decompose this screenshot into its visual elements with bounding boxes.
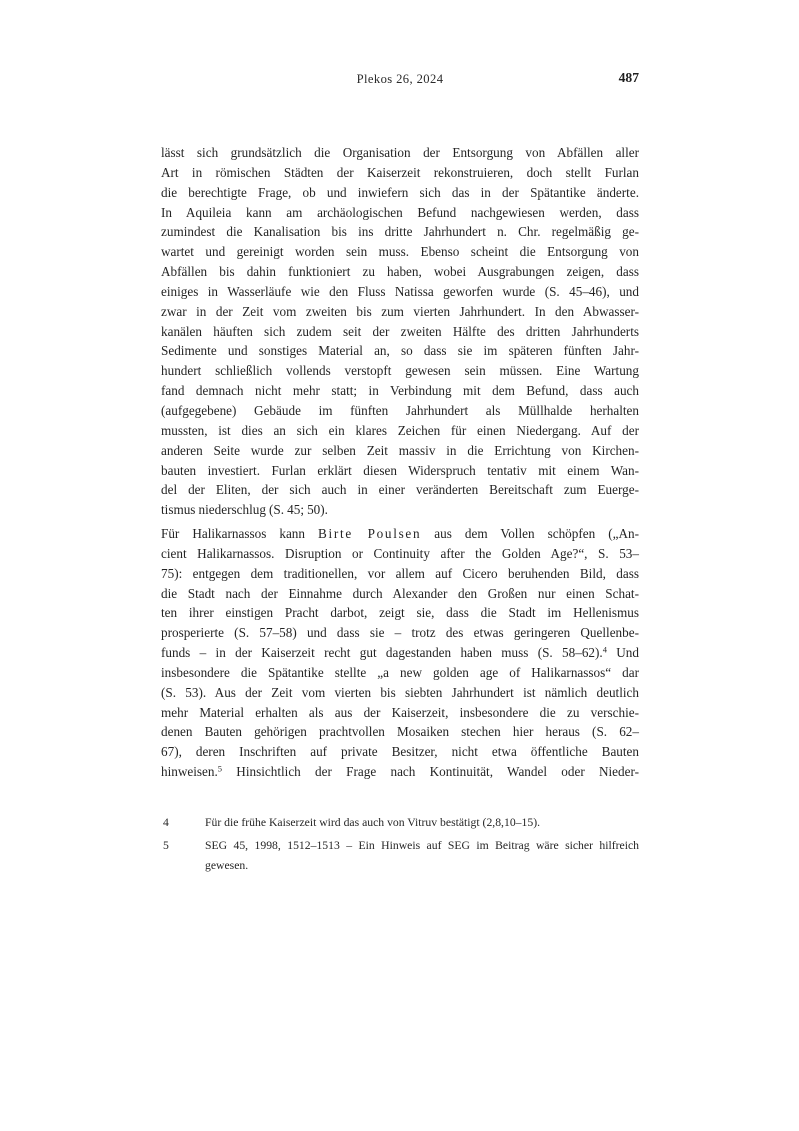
- text-line: denen Bauten gehörigen prachtvollen Mosaiken stechen hier heraus (S. 62–: [161, 724, 639, 740]
- text-line: fand demnach nicht mehr statt; in Verbindung mit dem Befund, dass auch: [161, 383, 639, 399]
- text-line: 67), deren Inschriften auf private Besitzer, nicht etwa öffentliche Bauten: [161, 744, 639, 760]
- footnote-number: 4: [163, 816, 169, 829]
- text-line: tismus niederschlug (S. 45; 50).: [161, 502, 328, 518]
- footnote-text: [205, 813, 639, 833]
- text-line: mussten, ist dies an sich ein klares Zeichen für einen Niedergang. Auf der: [161, 422, 639, 438]
- text-line: kanälen häuften sich zudem seit der zweiten Hälfte des dritten Jahrhunderts: [161, 323, 639, 339]
- footnote-number: 5: [163, 839, 169, 852]
- text-line: anderen Seite wurde zur selben Zeit massiv in die Errichtung von Kirchen-: [161, 442, 639, 458]
- text-line: prosperierte (S. 57–58) und dass sie – trotz des etwas geringeren Quellenbe-: [161, 625, 639, 641]
- text-line: die berechtigte Frage, ob und inwiefern sich das in der Spätantike änderte.: [161, 184, 639, 200]
- text-line: (aufgegebene) Gebäude im fünften Jahrhundert als Müllhalde herhalten: [161, 402, 639, 418]
- footnote-text: [205, 836, 639, 876]
- text-line: In Aquileia kann am archäologischen Befund nachgewiesen werden, dass: [161, 204, 639, 220]
- text-line: die Stadt nach der Einnahme durch Alexander den Großen nur einen Schat-: [161, 585, 639, 601]
- text-line: funds – in der Kaiserzeit recht gut dagestanden haben muss (S. 58–62).$^4$ Und: [161, 644, 639, 661]
- text-line: cient Halikarnassos. Disruption or Continuity after the Golden Age?“, S. 53–: [161, 545, 639, 561]
- text-line: Für Halikarnassos kann Birte Poulsen aus dem Vollen schöpfen („An-: [161, 526, 639, 542]
- footnote-line: SEG 45, 1998, 1512–1513 – Ein Hinweis auf SEG im Beitrag wäre sicher hilfreich: [205, 839, 639, 852]
- text-line: bauten investiert. Furlan erklärt diesen Widerspruch tentativ mit einem Wan-: [161, 462, 639, 478]
- text-line: insbesondere die Spätantike stellte „a new golden age of Halikarnassos“ dar: [161, 664, 639, 680]
- text-line: einiges in Wasserläufe wie den Fluss Natissa geworfen wurde (S. 45–46), und: [161, 283, 639, 299]
- paragraph-aquileia: [161, 143, 639, 520]
- footnote-reference: 4: [602, 644, 607, 655]
- text-line: del der Eliten, der sich auch in einer veränderten Bereitschaft zum Euerge-: [161, 482, 639, 498]
- text-line: Abfällen bis dahin funktioniert zu haben, wobei Ausgrabungen zeigen, dass: [161, 264, 639, 280]
- page-number: 487: [618, 70, 639, 85]
- footnote: [161, 813, 639, 833]
- article-body: [161, 143, 639, 782]
- text-line: 75): entgegen dem traditionellen, vor allem auf Cicero beruhenden Bild, dass: [161, 565, 639, 581]
- text-line: Art in römischen Städten der Kaiserzeit rekonstruieren, doch stellt Furlan: [161, 164, 639, 180]
- text-line: (S. 53). Aus der Zeit vom vierten bis siebten Jahrhundert ist nämlich deutlich: [161, 684, 639, 700]
- text-line: wartet und gereinigt worden sein muss. Ebenso scheint die Entsorgung von: [161, 244, 639, 260]
- footnote-line: gewesen.: [205, 859, 249, 872]
- journal-title: Plekos 26, 2024: [356, 72, 444, 86]
- text-line: mehr Material erhalten als aus der Kaiserzeit, insbesondere die zu verschie-: [161, 704, 639, 720]
- text-line: ten ihrer einstigen Pracht darbot, zeigt sie, dass die Stadt im Hellenismus: [161, 605, 639, 621]
- running-head: [161, 70, 639, 88]
- paragraph-halikarnassos: [161, 524, 639, 782]
- text-line: lässt sich grundsätzlich die Organisation der Entsorgung von Abfällen aller: [161, 145, 639, 160]
- text-line: zumindest die Kanalisation bis ins dritte Jahrhundert n. Chr. regelmäßig ge-: [161, 224, 639, 240]
- footnotes-section: [161, 813, 639, 879]
- person-name-spaced: Birte Poulsen: [318, 526, 422, 542]
- text-line: hinweisen.$^5$ Hinsichtlich der Frage nach Kontinuität, Wandel oder Nieder-: [161, 763, 639, 780]
- text-line: zwar in der Zeit vom zweiten bis zum vierten Jahrhundert. In den Abwasser-: [161, 303, 639, 319]
- text-line: hundert schließlich vollends verstopft gewesen sein müssen. Eine Wartung: [161, 363, 639, 379]
- footnote-reference: 5: [217, 763, 223, 774]
- footnote: [161, 836, 639, 876]
- text-line: Sedimente und sonstiges Material an, so dass sie im späteren fünften Jahr-: [161, 343, 639, 359]
- footnote-line: Für die frühe Kaiserzeit wird das auch von Vitruv bestätigt (2,8,10–15).: [205, 816, 541, 829]
